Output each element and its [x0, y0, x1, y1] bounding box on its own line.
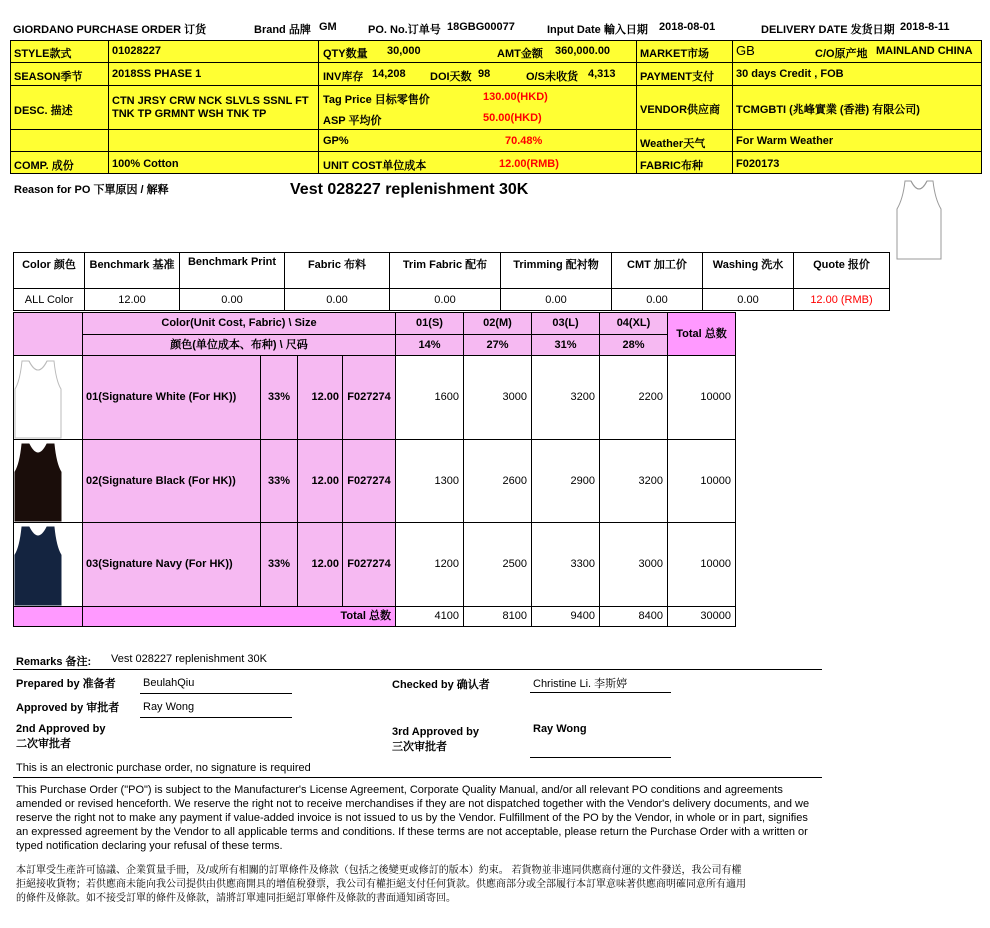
tank-top-sketch-image	[893, 177, 945, 261]
size-col-name: 03(L)	[531, 312, 600, 335]
size-total-cell: 4100	[395, 606, 464, 627]
os-label: O/S未收货	[526, 71, 578, 83]
amt-value: 360,000.00	[555, 45, 611, 57]
second-approved-label-cn: 二次审批者	[16, 738, 71, 750]
row-total-cell: 10000	[667, 439, 736, 523]
unit-cost-value: 12.00(RMB)	[499, 158, 559, 170]
bench-header: Trimming 配衬物	[501, 253, 612, 289]
bench-cell: 0.00	[180, 289, 285, 311]
vendor-label: VENDOR供应商	[640, 104, 721, 116]
terms-en-line: This Purchase Order ("PO") is subject to the Manufacturer's License Agreement, Corporate Quality Manual, and/or all relevant PO conditions and agreements	[16, 784, 783, 796]
color-row-cost: 12.00	[297, 355, 343, 440]
size-col-pct: 28%	[599, 334, 668, 356]
delivery-date-label: DELIVERY DATE 发货日期	[761, 24, 895, 36]
gp-label: GP%	[323, 135, 349, 147]
size-col-name: 02(M)	[463, 312, 532, 335]
qty-cell: 2600	[463, 439, 532, 523]
white-tank-top-image	[14, 359, 62, 439]
prepared-by-label: Prepared by 准备者	[16, 678, 116, 690]
weather-value: For Warm Weather	[736, 135, 834, 147]
benchmark-header-row	[14, 253, 890, 289]
bench-header: Washing 洗水	[703, 253, 794, 289]
color-row-cost: 12.00	[297, 439, 343, 523]
totals-label: Total 总数	[82, 606, 396, 627]
payment-label: PAYMENT支付	[640, 71, 714, 83]
reason-text: Vest 028227 replenishment 30K	[290, 181, 529, 198]
color-swatch-cell	[13, 522, 83, 607]
bench-header: Benchmark Print	[180, 253, 285, 289]
size-total-cell: 8400	[599, 606, 668, 627]
reason-label: Reason for PO 下單原因 / 解释	[14, 184, 169, 196]
color-row-fabric: F027274	[342, 355, 396, 440]
input-date-value: 2018-08-01	[659, 21, 716, 33]
second-approved-label: 2nd Approved by	[16, 723, 106, 735]
bench-quote-cell: 12.00 (RMB)	[794, 289, 890, 311]
size-grid-title-2: 颜色(单位成本、布种) \ 尺码	[82, 334, 396, 356]
terms-chinese	[16, 864, 746, 906]
qty-cell: 3200	[531, 355, 600, 440]
navy-tank-top-image	[14, 525, 62, 607]
po-number-value: 18GBG00077	[447, 21, 515, 33]
size-col-pct: 14%	[395, 334, 464, 356]
electronic-notice: This is an electronic purchase order, no signature is required	[16, 762, 311, 774]
size-col-name: 04(XL)	[599, 312, 668, 335]
black-tank-top-image	[14, 442, 62, 522]
inv-value: 14,208	[372, 68, 406, 80]
terms-en-line: typed notification declaring your refusal of these terms.	[16, 840, 283, 852]
qty-cell: 2500	[463, 522, 532, 607]
qty-cell: 1600	[395, 355, 464, 440]
market-label: MARKET市场	[640, 48, 710, 60]
terms-cn-line: 的條件及條款。如不接受訂單的條件及條款，請將訂單連同拒絕訂單條件及條款的書面通知函寄回。	[16, 893, 456, 904]
color-swatch-cell	[13, 439, 83, 523]
bench-header: Quote 报价	[794, 253, 890, 289]
grand-total-cell: 30000	[667, 606, 736, 627]
os-value: 4,313	[588, 68, 616, 80]
vendor-value: TCMGBTI (兆峰實業 (香港) 有限公司)	[736, 104, 920, 116]
terms-cn-line: 拒絕接收貨物；若供應商未能向我公司提供由供應商開具的增值稅發票，我公司有權拒絕支付任何貨款。供應商部分或全部履行本訂單意味著供應商明確同意所有適用	[16, 879, 746, 890]
desc-label: DESC. 描述	[14, 105, 73, 117]
prepared-by-value: BeulahQiu	[143, 677, 195, 689]
size-col-name: 01(S)	[395, 312, 464, 335]
color-row-cost: 12.00	[297, 522, 343, 607]
qty-value: 30,000	[387, 45, 421, 57]
color-row-pct: 33%	[260, 355, 298, 440]
approved-by-value: Ray Wong	[143, 701, 195, 713]
fabric-label: FABRIC布种	[640, 160, 703, 172]
market-value: GB	[736, 43, 755, 58]
size-total-cell: 9400	[531, 606, 600, 627]
size-col-pct: 31%	[531, 334, 600, 356]
qty-cell: 3200	[599, 439, 668, 523]
qty-cell: 1200	[395, 522, 464, 607]
qty-cell: 2200	[599, 355, 668, 440]
terms-en-line: reserve the right not to make any payment if value-added invoice is not issued to us by the Vendor. Fulfillment of the PO by the Vendor, in whole or in part, signifies	[16, 812, 808, 824]
remarks-text: Vest 028227 replenishment 30K	[111, 653, 267, 665]
size-grid-corner	[13, 312, 83, 356]
style-value: 01028227	[112, 45, 161, 57]
season-label: SEASON季节	[14, 71, 83, 83]
desc-line-1: CTN JRSY CRW NCK SLVLS SSNL FT	[112, 95, 309, 107]
size-col-pct: 27%	[463, 334, 532, 356]
delivery-date-value: 2018-8-11	[900, 21, 950, 33]
desc-line-2: TNK TP GRMNT WSH TNK TP	[112, 108, 267, 120]
color-row-fabric: F027274	[342, 522, 396, 607]
doi-value: 98	[478, 68, 491, 80]
doi-label: DOI天数	[430, 71, 472, 83]
qty-label: QTY数量	[323, 48, 368, 60]
payment-value: 30 days Credit , FOB	[736, 68, 844, 80]
qty-cell: 3000	[599, 522, 668, 607]
terms-en-line: amended or revised henceforth. We reserve the right not to receive merchandises if they are not dispatched together with the Vendor's delivery documents, and we	[16, 798, 810, 810]
bench-header: Color 颜色	[14, 253, 85, 289]
brand-value: GM	[319, 21, 337, 33]
origin-value: MAINLAND CHINA	[876, 45, 973, 57]
terms-english	[16, 783, 809, 853]
bench-cell: 0.00	[612, 289, 703, 311]
approved-by-label: Approved by 审批者	[16, 702, 120, 714]
terms-en-line: an expressed agreement by the Vendor to all applicable terms and conditions. If these terms are not acceptable, please return the Purchase Order with a written or	[16, 826, 808, 838]
row-total-cell: 10000	[667, 522, 736, 607]
fabric-value: F020173	[736, 158, 780, 170]
weather-label: Weather天气	[640, 138, 706, 150]
bench-cell: ALL Color	[14, 289, 85, 311]
color-row-name: 02(Signature Black (For HK))	[82, 439, 261, 523]
benchmark-row	[14, 289, 890, 311]
bench-cell: 0.00	[703, 289, 794, 311]
unit-cost-label: UNIT COST单位成本	[323, 160, 427, 172]
size-grid-title-1: Color(Unit Cost, Fabric) \ Size	[82, 312, 396, 335]
color-row-pct: 33%	[260, 439, 298, 523]
qty-cell: 3300	[531, 522, 600, 607]
row-total-cell: 10000	[667, 355, 736, 440]
size-total-cell: 8100	[463, 606, 532, 627]
color-row-name: 03(Signature Navy (For HK))	[82, 522, 261, 607]
third-approved-value: Ray Wong	[533, 723, 587, 735]
style-label: STYLE款式	[14, 48, 72, 60]
gp-value: 70.48%	[505, 135, 543, 147]
qty-cell: 3000	[463, 355, 532, 440]
color-row-name: 01(Signature White (For HK))	[82, 355, 261, 440]
checked-by-label: Checked by 确认者	[392, 679, 490, 691]
benchmark-table	[13, 252, 890, 311]
asp-value: 50.00(HKD)	[483, 112, 542, 124]
remarks-label: Remarks 备注:	[16, 656, 92, 668]
bench-header: Benchmark 基准	[85, 253, 180, 289]
third-approved-label: 3rd Approved by	[392, 726, 479, 738]
comp-value: 100% Cotton	[112, 158, 179, 170]
brand-label: Brand 品牌	[254, 24, 311, 36]
origin-label: C/O原产地	[815, 48, 868, 60]
tag-price-label: Tag Price 目标零售价	[323, 94, 430, 106]
qty-cell: 1300	[395, 439, 464, 523]
season-value: 2018SS PHASE 1	[112, 68, 202, 80]
tag-price-value: 130.00(HKD)	[483, 91, 548, 103]
checked-by-value: Christine Li. 李斯婷	[533, 678, 628, 690]
color-swatch-cell	[13, 355, 83, 440]
asp-label: ASP 平均价	[323, 115, 382, 127]
total-header: Total 总数	[667, 312, 736, 356]
po-title: GIORDANO PURCHASE ORDER 订货	[13, 24, 207, 36]
third-approved-label-cn: 三次审批者	[392, 741, 447, 753]
bench-header: Trim Fabric 配布	[390, 253, 501, 289]
qty-cell: 2900	[531, 439, 600, 523]
bench-cell: 0.00	[501, 289, 612, 311]
color-row-fabric: F027274	[342, 439, 396, 523]
bench-cell: 0.00	[285, 289, 390, 311]
amt-label: AMT金额	[497, 48, 543, 60]
bench-header: Fabric 布料	[285, 253, 390, 289]
bench-cell: 12.00	[85, 289, 180, 311]
inv-label: INV库存	[323, 71, 364, 83]
totals-corner	[13, 606, 83, 627]
comp-label: COMP. 成份	[14, 160, 74, 172]
color-row-pct: 33%	[260, 522, 298, 607]
input-date-label: Input Date 輸入日期	[547, 24, 648, 36]
po-number-label: PO. No.订单号	[368, 24, 441, 36]
bench-header: CMT 加工价	[612, 253, 703, 289]
bench-cell: 0.00	[390, 289, 501, 311]
terms-cn-line: 本訂單受生產許可協議、企業質量手冊，及/或所有相關的訂單條件及條款（包括之後變更或修訂的版本）約束。 若貨物並非連同供應商付運的文件發送，我公司有權	[16, 865, 742, 876]
